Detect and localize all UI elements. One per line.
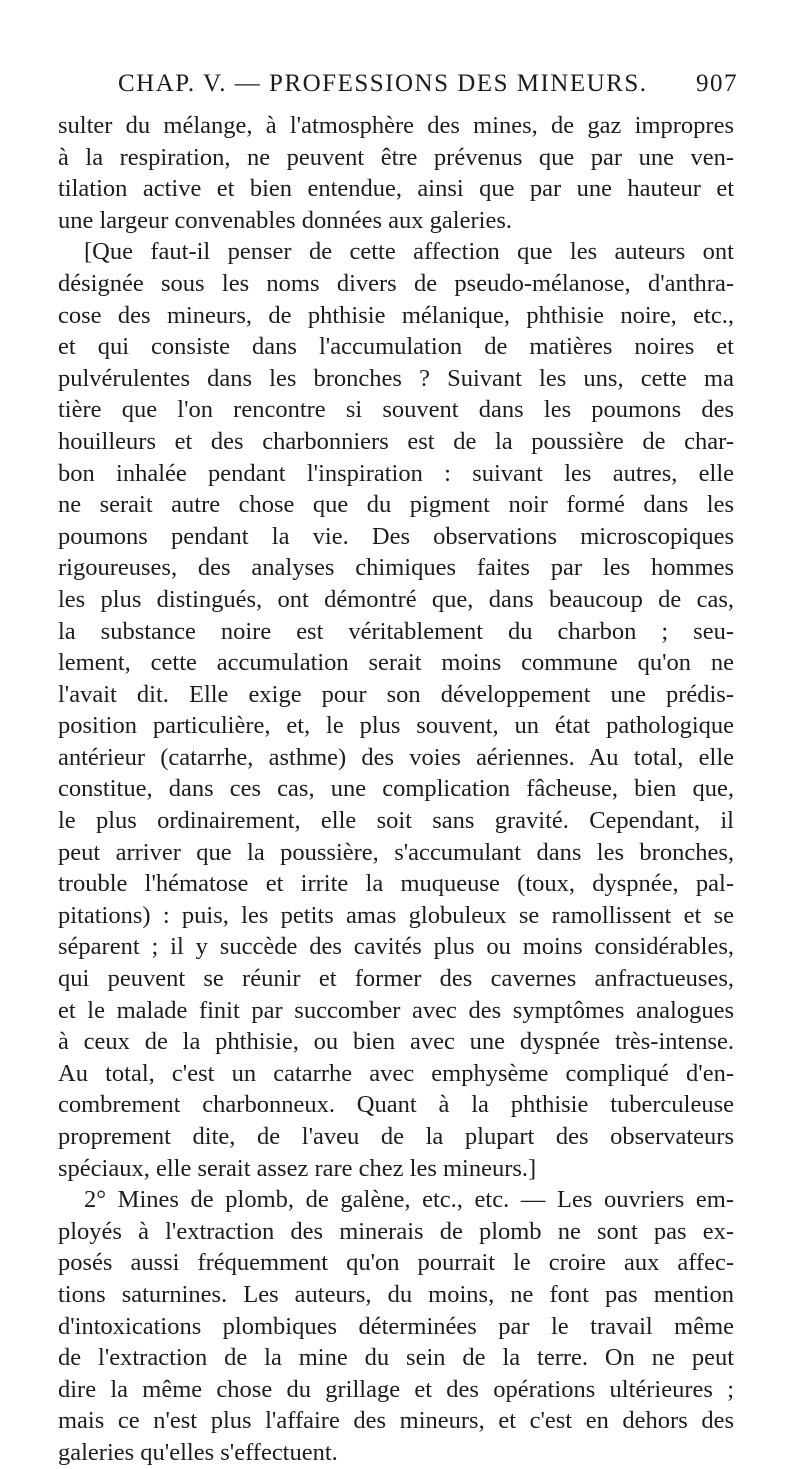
text-line: désignée sous les noms divers de pseudo-mélanose, d'anthra- — [58, 269, 734, 297]
text-line: d'intoxications plombiques déterminées par le travail même — [58, 1312, 734, 1340]
text-line: poumons pendant la vie. Des observations microscopiques — [58, 522, 734, 550]
running-title: CHAP. V. — PROFESSIONS DES MINEURS. — [118, 70, 648, 97]
text-line: une largeur convenables données aux galeries. — [58, 206, 512, 234]
text-line: lement, cette accumulation serait moins commune qu'on ne — [58, 649, 734, 677]
text-line: pulvérulentes dans les bronches ? Suivant les uns, cette ma — [58, 364, 734, 392]
text-line: la substance noire est véritablement du charbon ; seu- — [58, 617, 734, 645]
text-line: position particulière, et, le plus souvent, un état pathologique — [58, 712, 734, 740]
text-line: le plus ordinairement, elle soit sans gravité. Cependant, il — [58, 807, 734, 835]
text-line: tions saturnines. Les auteurs, du moins, ne font pas mention — [58, 1280, 734, 1308]
text-line: [Que faut-il penser de cette affection que les auteurs ont — [84, 238, 734, 266]
body-text — [58, 110, 734, 1469]
text-line: les plus distingués, ont démontré que, dans beaucoup de cas, — [58, 585, 734, 613]
text-line: à la respiration, ne peuvent être prévenus que par une ven- — [58, 143, 734, 171]
text-line: houilleurs et des charbonniers est de la poussière de char- — [58, 427, 734, 455]
text-line: et qui consiste dans l'accumulation de matières noires et — [58, 333, 734, 361]
text-line: combrement charbonneux. Quant à la phthisie tuberculeuse — [58, 1091, 734, 1119]
text-line: tière que l'on rencontre si souvent dans les poumons des — [58, 396, 734, 424]
text-line: dire la même chose du grillage et des opérations ultérieures ; — [58, 1375, 734, 1403]
text-line: spéciaux, elle serait assez rare chez les mineurs.] — [58, 1154, 537, 1182]
text-line: ne serait autre chose que du pigment noir formé dans les — [58, 491, 734, 519]
text-line: antérieur (catarrhe, asthme) des voies aériennes. Au total, elle — [58, 743, 734, 771]
text-line: tilation active et bien entendue, ainsi que par une hauteur et — [58, 175, 734, 203]
text-line: bon inhalée pendant l'inspiration : suivant les autres, elle — [58, 459, 734, 487]
text-line: de l'extraction de la mine du sein de la terre. On ne peut — [58, 1344, 734, 1372]
text-line: peut arriver que la poussière, s'accumulant dans les bronches, — [58, 838, 734, 866]
text-line: et le malade finit par succomber avec des symptômes analogues — [58, 996, 734, 1024]
text-line: cose des mineurs, de phthisie mélanique, phthisie noire, etc., — [58, 301, 734, 329]
text-line: séparent ; il y succède des cavités plus ou moins considérables, — [58, 933, 734, 961]
text-line: rigoureuses, des analyses chimiques faites par les hommes — [58, 554, 734, 582]
text-line: posés aussi fréquemment qu'on pourrait le croire aux affec- — [58, 1249, 734, 1277]
text-line: pitations) : puis, les petits amas globuleux se ramollissent et se — [58, 901, 734, 929]
text-line: à ceux de la phthisie, ou bien avec une dyspnée très-intense. — [58, 1028, 734, 1056]
text-line: 2° Mines de plomb, de galène, etc., etc. — Les ouvriers em- — [84, 1186, 734, 1214]
text-line: ployés à l'extraction des minerais de plomb ne sont pas ex- — [58, 1217, 734, 1245]
text-line: Au total, c'est un catarrhe avec emphysème compliqué d'en- — [58, 1059, 734, 1087]
text-line: galeries qu'elles s'effectuent. — [58, 1438, 338, 1466]
text-line: sulter du mélange, à l'atmosphère des mines, de gaz impropres — [58, 112, 734, 139]
text-line: l'avait dit. Elle exige pour son développement une prédis- — [58, 680, 734, 708]
text-line: mais ce n'est plus l'affaire des mineurs, et c'est en dehors des — [58, 1407, 734, 1435]
text-line: qui peuvent se réunir et former des cavernes anfractueuses, — [58, 965, 734, 993]
text-line: constitue, dans ces cas, une complication fâcheuse, bien que, — [58, 775, 734, 803]
text-line: proprement dite, de l'aveu de la plupart des observateurs — [58, 1123, 734, 1150]
text-line: trouble l'hématose et irrite la muqueuse (toux, dyspnée, pal- — [58, 870, 734, 898]
page-number: 907 — [696, 70, 738, 97]
